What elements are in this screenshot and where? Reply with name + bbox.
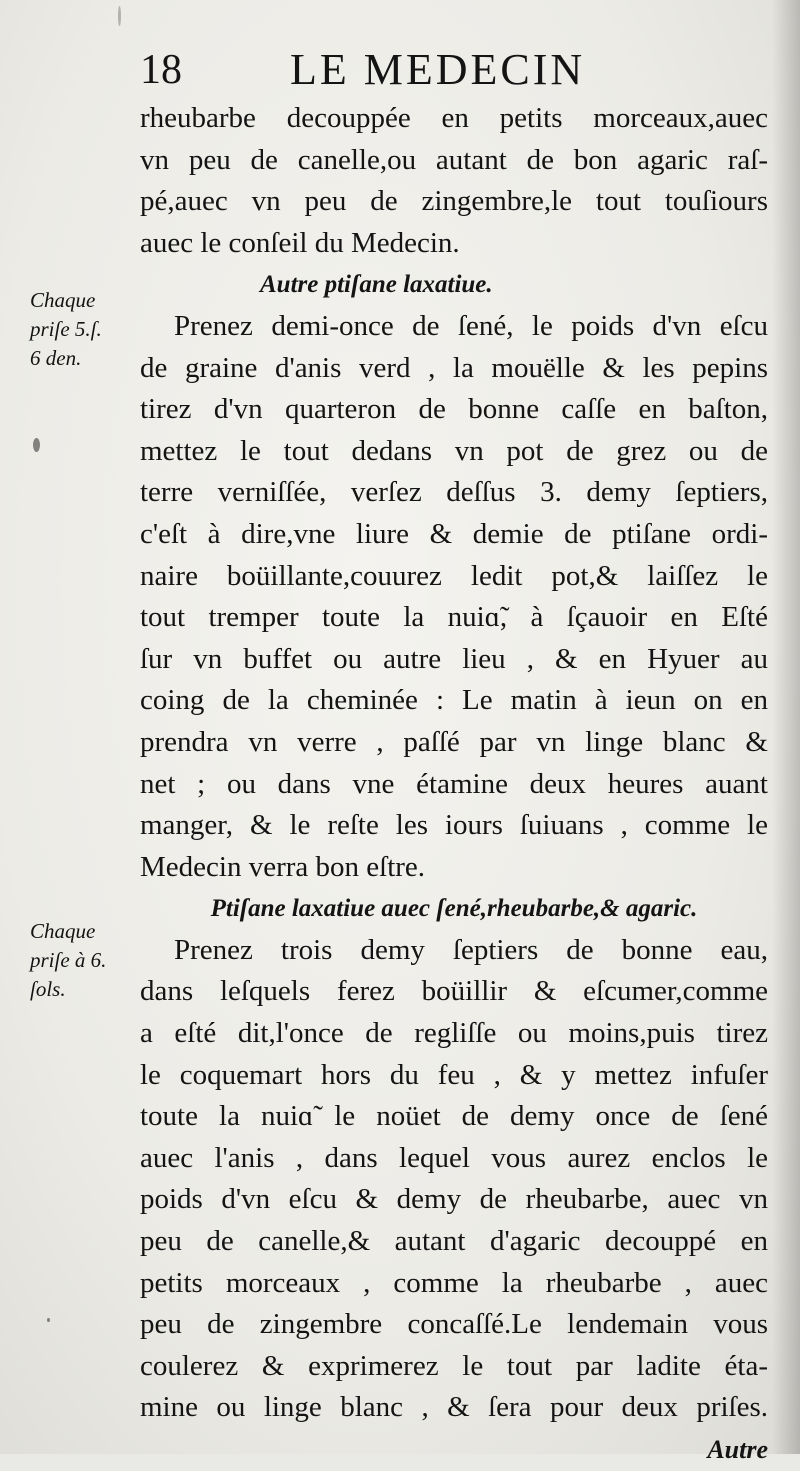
running-title: LE MEDECIN bbox=[290, 45, 586, 94]
page-number: 18 bbox=[140, 47, 182, 93]
text-line: prendra vn verre , paſſé par vn linge blanc & bbox=[140, 725, 768, 758]
text-line: pé,auec vn peu de zingembre,le tout touſiours bbox=[140, 185, 768, 218]
text-line: Prenez trois demy ſeptiers de bonne eau, bbox=[174, 933, 768, 966]
catchword: Autre bbox=[707, 1435, 768, 1464]
margin-note-line: Chaque bbox=[30, 919, 96, 943]
margin-note-line: 6 den. bbox=[30, 346, 82, 370]
margin-note-line: priſe à 6. bbox=[30, 948, 107, 972]
text-line: de graine d'anis verd , la mouëlle & les pepins bbox=[140, 351, 768, 384]
margin-note-line: priſe 5.ſ. bbox=[30, 317, 102, 341]
text-line: ſur vn buffet ou autre lieu , & en Hyuer au bbox=[140, 642, 768, 675]
text-line: mettez le tout dedans vn pot de grez ou de bbox=[140, 434, 768, 467]
text-line: mine ou linge blanc , & ſera pour deux priſes. bbox=[140, 1391, 768, 1424]
text-line: net ; ou dans vne étamine deux heures auant bbox=[140, 767, 768, 800]
text-line: le coquemart hors du feu , & y mettez infuſer bbox=[140, 1058, 768, 1091]
text-line: manger, & le reſte les iours ſuiuans , comme le bbox=[140, 809, 768, 842]
section-heading: Autre ptiſane laxatiue. bbox=[260, 271, 493, 299]
ink-speck bbox=[118, 6, 121, 26]
text-line: c'eſt à dire,vne liure & demie de ptiſane ordi- bbox=[140, 517, 768, 550]
margin-note-price bbox=[30, 917, 142, 1004]
ink-speck bbox=[33, 438, 40, 452]
text-line: toute la nuiɑ̃ le noüet de demy once de ſené bbox=[140, 1100, 768, 1133]
margin-note-line: Chaque bbox=[30, 288, 96, 312]
text-line: naire boüillante,couurez ledit pot,& laiſſez le bbox=[140, 559, 768, 592]
text-line: peu de canelle,& autant d'agaric decouppé en bbox=[140, 1225, 768, 1258]
body-text bbox=[140, 98, 768, 1471]
margin-note-line: ſols. bbox=[30, 977, 66, 1001]
text-line: peu de zingembre concaſſé.Le lendemain vous bbox=[140, 1308, 768, 1341]
text-line: auec l'anis , dans lequel vous aurez enclos le bbox=[140, 1141, 768, 1174]
text-line: poids d'vn eſcu & demy de rheubarbe, auec vn bbox=[140, 1183, 768, 1216]
text-line: dans leſquels ferez boüillir & eſcumer,comme bbox=[140, 975, 768, 1008]
text-line: terre verniſſée, verſez deſſus 3. demy ſeptiers, bbox=[140, 476, 768, 509]
text-line: vn peu de canelle,ou autant de bon agaric raſ- bbox=[140, 143, 768, 176]
text-line: tirez d'vn quarteron de bonne caſſe en baſton, bbox=[140, 393, 768, 426]
text-line: tout tremper toute la nuiɑ̃, à ſçauoir en Eſté bbox=[140, 601, 768, 634]
text-line: Medecin verra bon eſtre. bbox=[140, 850, 426, 883]
text-line: auec le conſeil du Medecin. bbox=[140, 226, 460, 259]
text-line: Prenez demi-once de ſené, le poids d'vn eſcu bbox=[174, 309, 768, 342]
text-line: coing de la cheminée : Le matin à ieun on en bbox=[140, 684, 768, 717]
text-line: a eſté dit,l'once de regliſſe ou moins,puis tirez bbox=[140, 1017, 768, 1050]
text-line: rheubarbe decouppée en petits morceaux,auec bbox=[140, 102, 768, 134]
gutter-shadow bbox=[772, 0, 800, 1454]
text-line: coulerez & exprimerez le tout par ladite éta- bbox=[140, 1349, 768, 1382]
ink-speck bbox=[47, 1318, 50, 1322]
margin-note-price bbox=[30, 286, 142, 373]
text-line: petits morceaux , comme la rheubarbe , auec bbox=[140, 1266, 768, 1299]
section-heading: Ptiſane laxatiue auec ſené,rheubarbe,& agaric. bbox=[210, 895, 698, 923]
page-header bbox=[140, 40, 780, 100]
